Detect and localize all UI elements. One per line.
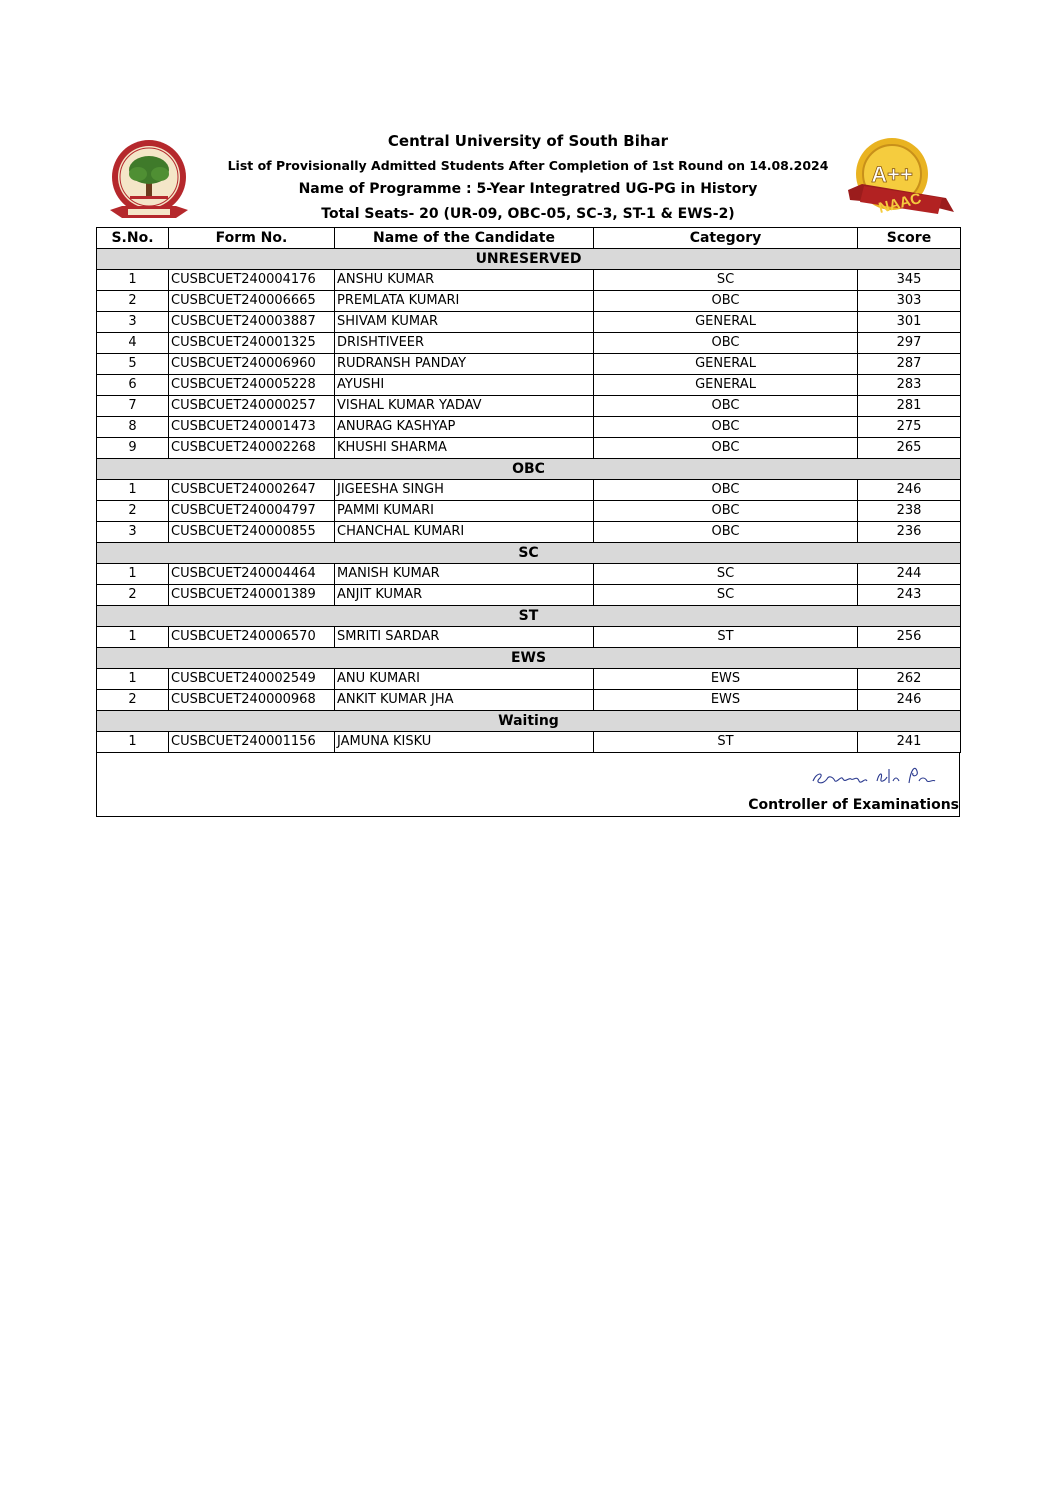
score-cell: 243	[858, 585, 961, 606]
serial-cell: 4	[97, 333, 169, 354]
category-cell: GENERAL	[594, 375, 858, 396]
score-cell: 244	[858, 564, 961, 585]
category-cell: OBC	[594, 396, 858, 417]
serial-cell: 1	[97, 564, 169, 585]
candidate-name-cell: MANISH KUMAR	[335, 564, 594, 585]
form-no-cell: CUSBCUET240004464	[169, 564, 335, 585]
form-no-cell: CUSBCUET240001325	[169, 333, 335, 354]
category-cell: SC	[594, 270, 858, 291]
form-no-cell: CUSBCUET240002647	[169, 480, 335, 501]
table-row	[97, 585, 961, 606]
form-no-cell: CUSBCUET240006570	[169, 627, 335, 648]
serial-cell: 1	[97, 480, 169, 501]
table-row	[97, 732, 961, 753]
score-cell: 281	[858, 396, 961, 417]
column-header-candidate-name: Name of the Candidate	[335, 228, 594, 249]
section-title: Waiting	[97, 711, 961, 732]
form-no-cell: CUSBCUET240001156	[169, 732, 335, 753]
candidate-name-cell: PAMMI KUMARI	[335, 501, 594, 522]
serial-cell: 9	[97, 438, 169, 459]
column-header-score: Score	[858, 228, 961, 249]
serial-cell: 3	[97, 522, 169, 543]
category-cell: OBC	[594, 438, 858, 459]
form-no-cell: CUSBCUET240005228	[169, 375, 335, 396]
candidate-name-cell: AYUSHI	[335, 375, 594, 396]
candidate-name-cell: CHANCHAL KUMARI	[335, 522, 594, 543]
category-cell: SC	[594, 564, 858, 585]
serial-cell: 3	[97, 312, 169, 333]
table-row	[97, 396, 961, 417]
candidate-name-cell: KHUSHI SHARMA	[335, 438, 594, 459]
score-cell: 262	[858, 669, 961, 690]
section-title: EWS	[97, 648, 961, 669]
form-no-cell: CUSBCUET240002549	[169, 669, 335, 690]
serial-cell: 8	[97, 417, 169, 438]
form-no-cell: CUSBCUET240003887	[169, 312, 335, 333]
table-row	[97, 522, 961, 543]
candidate-name-cell: ANSHU KUMAR	[335, 270, 594, 291]
candidate-name-cell: SHIVAM KUMAR	[335, 312, 594, 333]
table-row	[97, 564, 961, 585]
score-cell: 246	[858, 480, 961, 501]
category-cell: ST	[594, 732, 858, 753]
naac-a-plus-plus-badge-icon	[842, 134, 956, 226]
table-row	[97, 417, 961, 438]
serial-cell: 2	[97, 291, 169, 312]
section-header-row	[97, 459, 961, 480]
score-cell: 238	[858, 501, 961, 522]
table-row	[97, 312, 961, 333]
table-row	[97, 690, 961, 711]
list-title: List of Provisionally Admitted Students After Completion of 1st Round on 14.08.2024	[227, 158, 829, 173]
table-row	[97, 270, 961, 291]
form-no-cell: CUSBCUET240004176	[169, 270, 335, 291]
admitted-students-table	[96, 227, 961, 753]
table-row	[97, 669, 961, 690]
form-no-cell: CUSBCUET240006960	[169, 354, 335, 375]
score-cell: 301	[858, 312, 961, 333]
serial-cell: 5	[97, 354, 169, 375]
category-cell: EWS	[594, 690, 858, 711]
category-cell: SC	[594, 585, 858, 606]
category-cell: OBC	[594, 333, 858, 354]
candidate-name-cell: VISHAL KUMAR YADAV	[335, 396, 594, 417]
candidate-name-cell: PREMLATA KUMARI	[335, 291, 594, 312]
table-row	[97, 333, 961, 354]
serial-cell: 6	[97, 375, 169, 396]
candidate-name-cell: SMRITI SARDAR	[335, 627, 594, 648]
serial-cell: 2	[97, 585, 169, 606]
serial-cell: 1	[97, 270, 169, 291]
form-no-cell: CUSBCUET240001473	[169, 417, 335, 438]
category-cell: OBC	[594, 291, 858, 312]
naac-name: NAAC	[876, 190, 923, 218]
table-row	[97, 291, 961, 312]
section-title: UNRESERVED	[97, 249, 961, 270]
score-cell: 256	[858, 627, 961, 648]
score-cell: 287	[858, 354, 961, 375]
serial-cell: 2	[97, 501, 169, 522]
form-no-cell: CUSBCUET240006665	[169, 291, 335, 312]
total-seats: Total Seats- 20 (UR-09, OBC-05, SC-3, ST-1 & EWS-2)	[321, 206, 735, 222]
section-header-row	[97, 711, 961, 732]
naac-grade: A++	[871, 162, 913, 187]
programme-name: Name of Programme : 5-Year Integratred UG-PG in History	[298, 181, 758, 197]
table-row	[97, 375, 961, 396]
score-cell: 275	[858, 417, 961, 438]
candidate-name-cell: ANKIT KUMAR JHA	[335, 690, 594, 711]
section-header-row	[97, 249, 961, 270]
university-name: Central University of South Bihar	[387, 132, 669, 150]
form-no-cell: CUSBCUET240002268	[169, 438, 335, 459]
candidate-name-cell: RUDRANSH PANDAY	[335, 354, 594, 375]
signature-block	[96, 753, 960, 817]
category-cell: OBC	[594, 417, 858, 438]
serial-cell: 7	[97, 396, 169, 417]
table-header-row	[97, 228, 961, 249]
handwritten-signature-icon	[809, 763, 939, 791]
score-cell: 283	[858, 375, 961, 396]
table-row	[97, 354, 961, 375]
score-cell: 297	[858, 333, 961, 354]
candidate-name-cell: ANJIT KUMAR	[335, 585, 594, 606]
candidate-name-cell: DRISHTIVEER	[335, 333, 594, 354]
score-cell: 345	[858, 270, 961, 291]
form-no-cell: CUSBCUET240001389	[169, 585, 335, 606]
serial-cell: 1	[97, 732, 169, 753]
category-cell: OBC	[594, 522, 858, 543]
form-no-cell: CUSBCUET240000855	[169, 522, 335, 543]
category-cell: GENERAL	[594, 354, 858, 375]
table-row	[97, 480, 961, 501]
table-body	[97, 249, 961, 753]
candidate-name-cell: ANU KUMARI	[335, 669, 594, 690]
category-cell: ST	[594, 627, 858, 648]
section-title: OBC	[97, 459, 961, 480]
section-title: SC	[97, 543, 961, 564]
category-cell: GENERAL	[594, 312, 858, 333]
candidate-name-cell: JAMUNA KISKU	[335, 732, 594, 753]
column-header-sno: S.No.	[97, 228, 169, 249]
section-title: ST	[97, 606, 961, 627]
category-cell: EWS	[594, 669, 858, 690]
serial-cell: 1	[97, 627, 169, 648]
section-header-row	[97, 543, 961, 564]
score-cell: 246	[858, 690, 961, 711]
score-cell: 241	[858, 732, 961, 753]
section-header-row	[97, 648, 961, 669]
controller-of-examinations: Controller of Examinations	[748, 797, 959, 813]
form-no-cell: CUSBCUET240000257	[169, 396, 335, 417]
table-row	[97, 438, 961, 459]
table-row	[97, 501, 961, 522]
score-cell: 303	[858, 291, 961, 312]
table-row	[97, 627, 961, 648]
column-header-category: Category	[594, 228, 858, 249]
serial-cell: 1	[97, 669, 169, 690]
category-cell: OBC	[594, 501, 858, 522]
document-header	[96, 130, 960, 227]
candidate-name-cell: ANURAG KASHYAP	[335, 417, 594, 438]
section-header-row	[97, 606, 961, 627]
category-cell: OBC	[594, 480, 858, 501]
column-header-form-no: Form No.	[169, 228, 335, 249]
score-cell: 236	[858, 522, 961, 543]
candidate-name-cell: JIGEESHA SINGH	[335, 480, 594, 501]
serial-cell: 2	[97, 690, 169, 711]
score-cell: 265	[858, 438, 961, 459]
form-no-cell: CUSBCUET240004797	[169, 501, 335, 522]
form-no-cell: CUSBCUET240000968	[169, 690, 335, 711]
